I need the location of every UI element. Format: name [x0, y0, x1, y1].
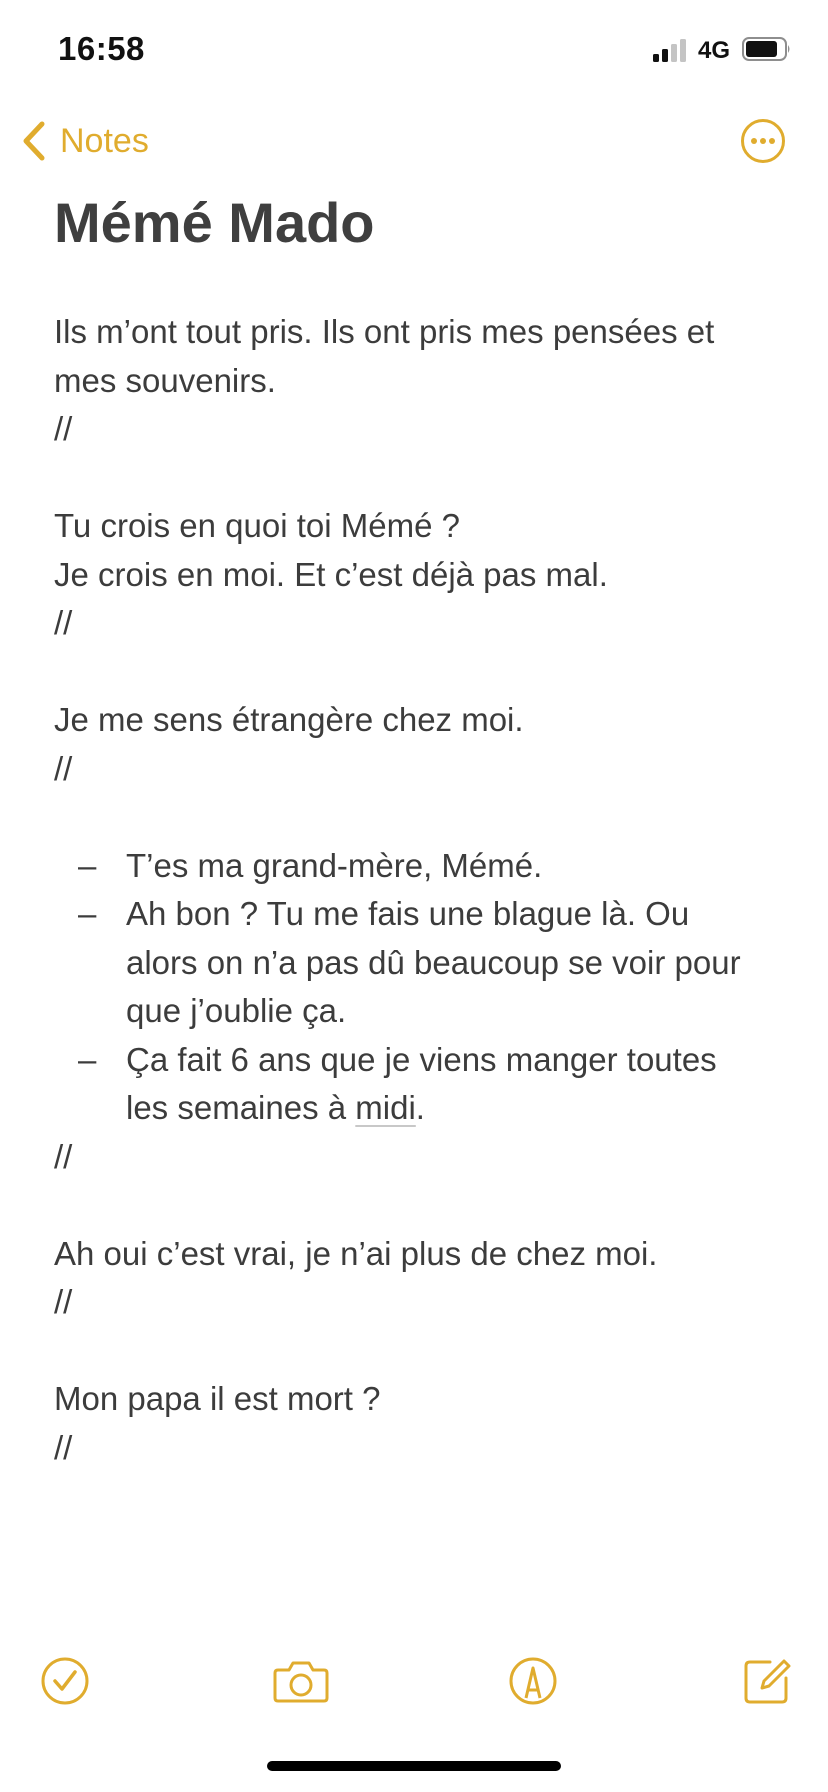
dash-bullet: –	[78, 1040, 97, 1078]
separator-line: //	[54, 1428, 73, 1466]
markup-pen-icon[interactable]	[506, 1654, 560, 1708]
status-time: 16:58	[58, 30, 145, 67]
dash-bullet: –	[78, 846, 97, 884]
ellipsis-circle-icon[interactable]	[740, 118, 786, 164]
note-text: les semaines à	[126, 1089, 356, 1126]
chevron-left-icon	[22, 121, 46, 161]
network-type: 4G	[698, 37, 731, 64]
dash-bullet: –	[78, 895, 97, 932]
checklist-icon[interactable]	[38, 1654, 92, 1708]
home-indicator[interactable]	[267, 1761, 561, 1771]
status-bar	[0, 0, 828, 100]
blank-line	[54, 454, 784, 503]
cellular-signal-icon	[653, 38, 689, 62]
note-text: .	[415, 1089, 425, 1126]
note-editor[interactable]	[54, 188, 784, 1466]
dialog-list-item	[54, 1036, 784, 1133]
note-line: Ça fait 6 ans que je viens manger toutes	[126, 1040, 717, 1078]
bottom-toolbar	[0, 1640, 828, 1720]
note-body	[54, 308, 784, 1472]
dialog-list-item	[54, 890, 784, 1036]
separator-line: //	[54, 410, 73, 447]
note-line: que j’oublie ça.	[126, 992, 347, 1029]
separator-line: //	[54, 1137, 73, 1175]
battery-icon	[742, 37, 792, 61]
back-button[interactable]	[22, 116, 149, 166]
note-line: Tu crois en quoi toi Mémé ?	[54, 507, 460, 544]
note-line: Mon papa il est mort ?	[54, 1380, 381, 1417]
note-line	[126, 1084, 784, 1133]
compose-icon[interactable]	[740, 1654, 794, 1708]
separator-line: //	[54, 1283, 73, 1320]
note-line: Je crois en moi. Et c’est déjà pas mal.	[54, 555, 608, 593]
note-line: mes souvenirs.	[54, 361, 276, 399]
dialog-list-item	[54, 842, 784, 891]
note-line: Ils m’ont tout pris. Ils ont pris mes pensées et	[54, 313, 715, 350]
note-line: Ah oui c’est vrai, je n’ai plus de chez moi.	[54, 1234, 658, 1272]
separator-line: //	[54, 604, 73, 641]
note-line: Je me sens étrangère chez moi.	[54, 701, 524, 738]
note-line: T’es ma grand-mère, Mémé.	[126, 846, 543, 884]
back-label: Notes	[60, 121, 149, 160]
blank-line	[54, 648, 784, 697]
camera-icon[interactable]	[272, 1654, 330, 1708]
data-detector-link[interactable]: midi	[355, 1089, 416, 1126]
note-line: Ah bon ? Tu me fais une blague là. Ou	[126, 895, 690, 932]
separator-line: //	[54, 749, 73, 787]
blank-line	[54, 1327, 784, 1376]
note-title: Mémé Mado	[54, 191, 375, 254]
note-line: alors on n’a pas dû beaucoup se voir pour	[126, 943, 741, 981]
navigation-bar	[0, 100, 828, 180]
blank-line	[54, 1181, 784, 1230]
blank-line	[54, 793, 784, 842]
